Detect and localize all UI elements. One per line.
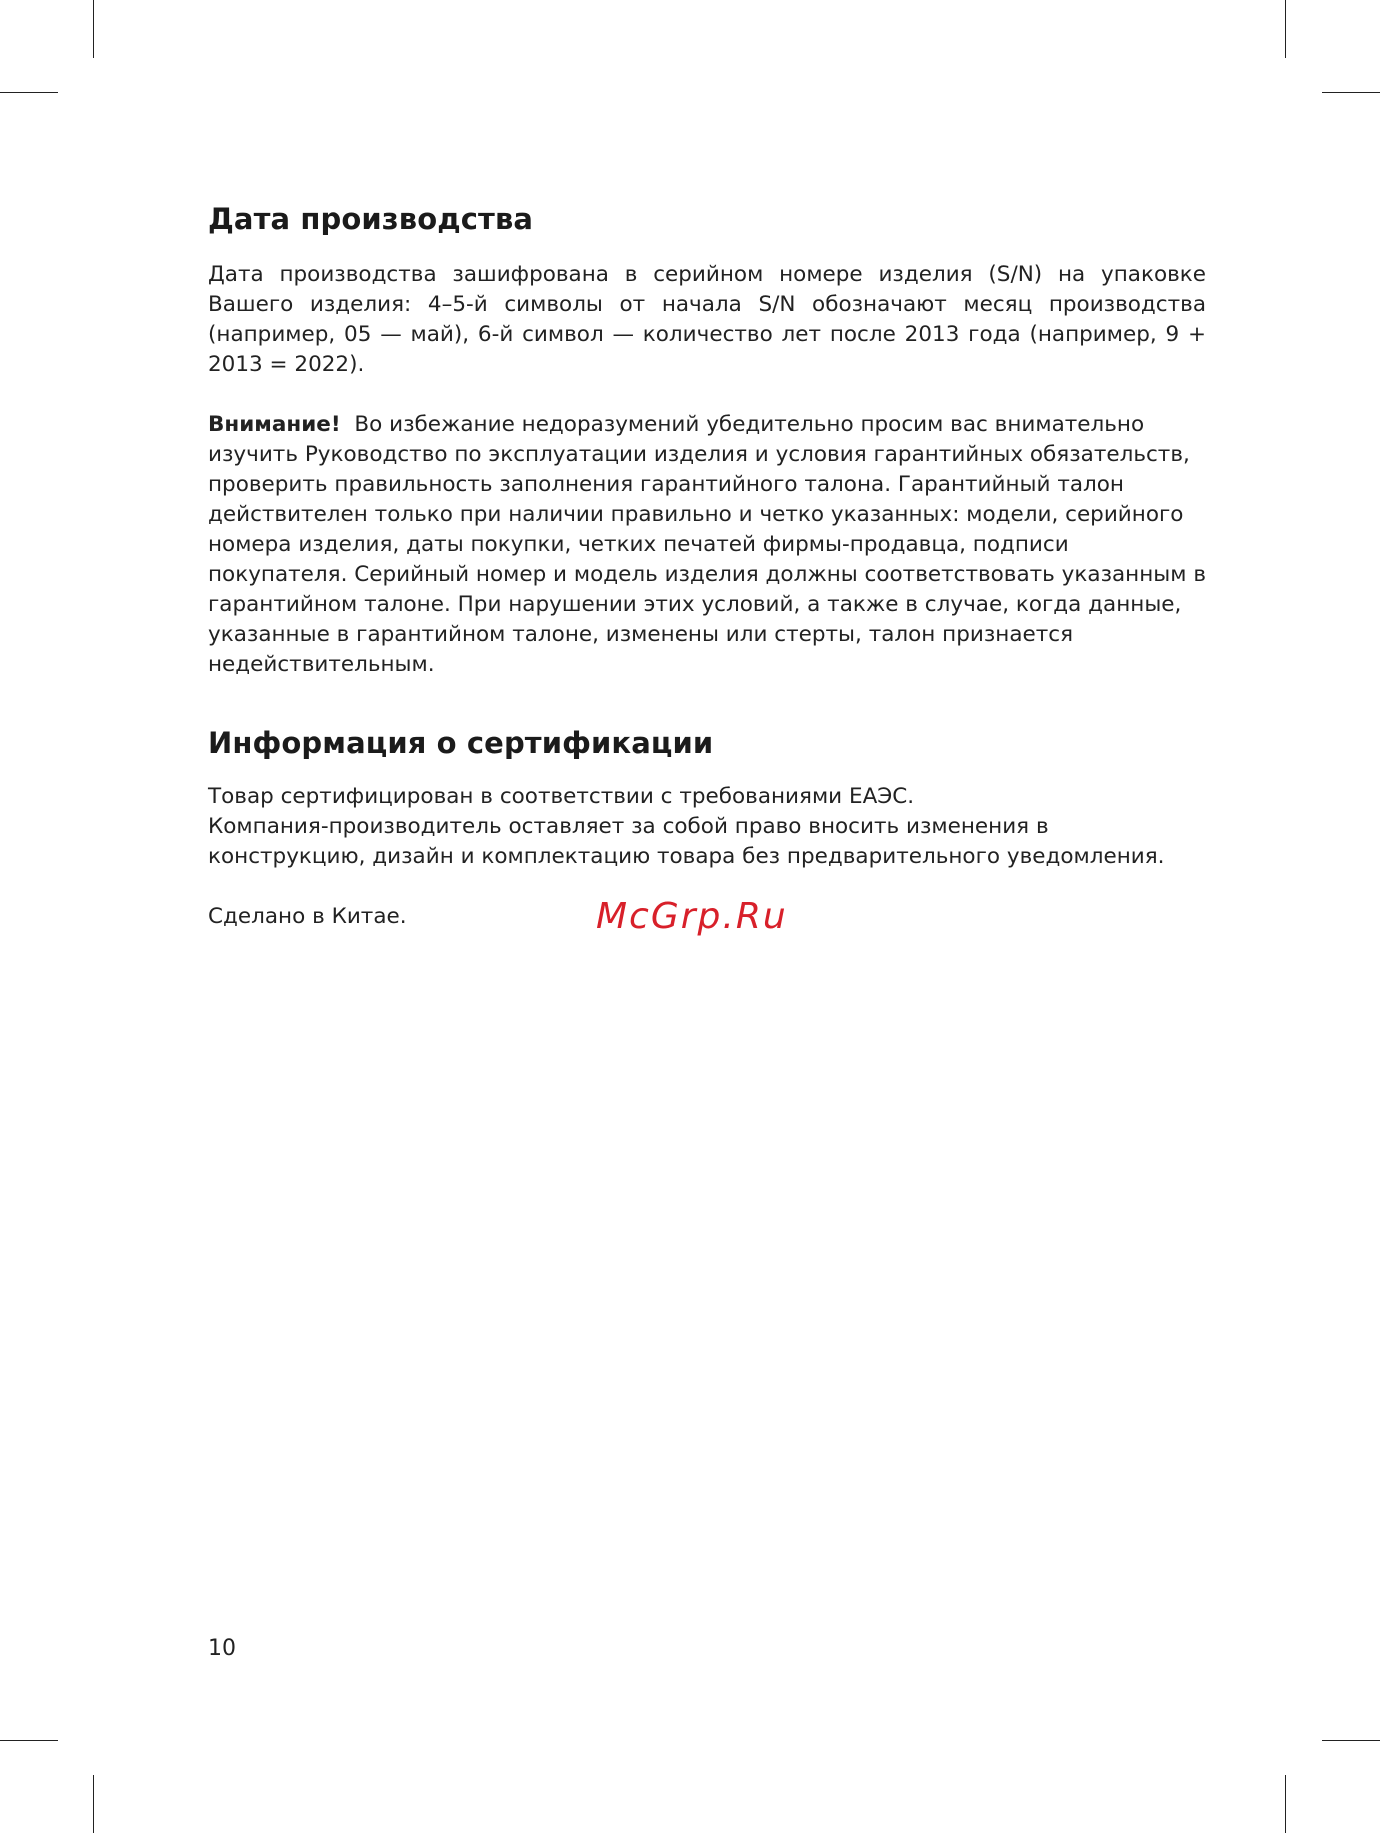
- certification-line-2: Компания-производитель оставляет за собой право вносить изменения в конструкцию, дизайн и комплектацию товара без предварительного уведомления.: [208, 814, 1165, 869]
- crop-mark-bottom-right-horizontal: [1322, 1740, 1380, 1741]
- crop-mark-top-left-horizontal: [0, 92, 58, 93]
- watermark-logo: McGrp.Ru: [596, 896, 788, 937]
- crop-mark-bottom-left-vertical: [93, 1775, 94, 1833]
- crop-mark-top-right-horizontal: [1322, 92, 1380, 93]
- page-number: 10: [208, 1636, 236, 1661]
- crop-mark-top-left-vertical: [93, 0, 94, 58]
- crop-mark-bottom-right-vertical: [1285, 1775, 1286, 1833]
- attention-lead: Внимание!: [208, 412, 341, 437]
- certification-paragraph: [208, 782, 1206, 872]
- crop-mark-bottom-left-horizontal: [0, 1740, 58, 1741]
- certification-line-1: Товар сертифицирован в соответствии с требованиями ЕАЭС.: [208, 784, 915, 809]
- production-date-heading: Дата производства: [208, 202, 534, 236]
- production-date-paragraph: Дата производства зашифрована в серийном номере изделия (S/N) на упаковке Вашего изделия: 4–5-й символы от начала S/N обозначают месяц производства (например, 05 — май), 6-й символ — количество лет после 2013 года (например, 9 + 2013 = 2022).: [208, 262, 1206, 377]
- certification-heading: Информация о сертификации: [208, 726, 714, 760]
- crop-mark-top-right-vertical: [1285, 0, 1286, 58]
- attention-text: Во избежание недоразумений убедительно просим вас внимательно изучить Руководство по эксплуатации изделия и условия гарантийных обязательств, проверить правильность заполнения гарантийного талона. Гарантийный талон действителен только при наличии правильно и четко указанных: модели, серийного номера изделия, даты покупки, четких печатей фирмы-продавца, подписи покупателя. Серийный номер и модель изделия должны соответствовать указанным в гарантийном талоне. При нарушении этих условий, а также в случае, когда данные, указанные в гарантийном талоне, изменены или стерты, талон признается недействительным.: [208, 412, 1206, 677]
- made-in-china-text: Сделано в Китае.: [208, 904, 407, 929]
- page-content: [208, 196, 1206, 932]
- attention-paragraph: [208, 410, 1206, 680]
